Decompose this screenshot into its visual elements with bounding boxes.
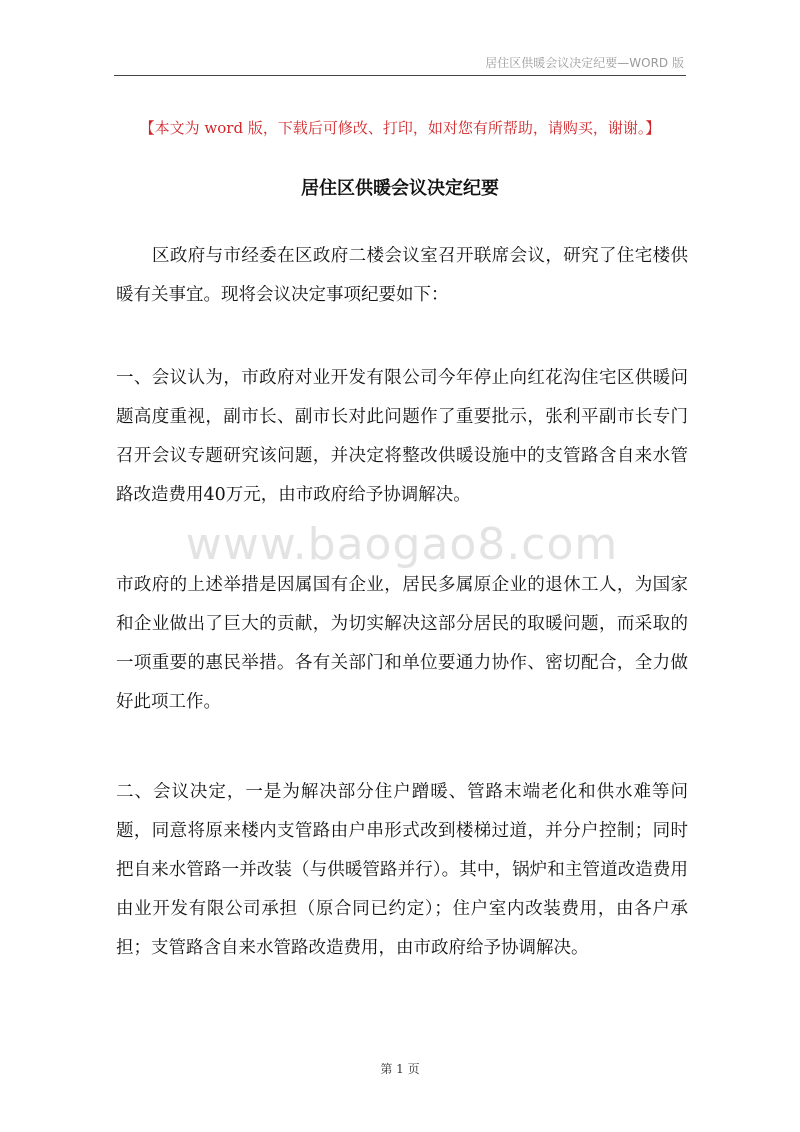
running-header: 居住区供暖会议决定纪要—WORD 版	[485, 56, 684, 70]
paragraph-item-one: 一、会议认为，市政府对业开发有限公司今年停止向红花沟住宅区供暖问题高度重视，副市长、副市长对此问题作了重要批示，张利平副市长专门召开会议专题研究该问题，并决定将整改供暖设施中的支管路含自来水管路改造费用40万元，由市政府给予协调解决。	[116, 368, 688, 505]
watermark: www.baogao8.com	[185, 519, 619, 570]
paragraph-measures: 市政府的上述举措是因属国有企业，居民多属原企业的退休工人，为国家和企业做出了巨大的贡献，为切实解决这部分居民的取暖问题，而采取的一项重要的惠民举措。各有关部门和单位要通力协作、密切配合，全力做好此项工作。	[116, 575, 688, 712]
document-title: 居住区供暖会议决定纪要	[301, 178, 499, 199]
paragraph-intro: 区政府与市经委在区政府二楼会议室召开联席会议，研究了住宅楼供暖有关事宜。现将会议决定事项纪要如下：	[116, 246, 688, 305]
header-divider	[114, 75, 686, 76]
page-number: 第 1 页	[380, 1062, 420, 1076]
purchase-notice: 【本文为 word 版，下载后可修改、打印，如对您有所帮助，请购买，谢谢。】	[139, 119, 661, 137]
paragraph-item-two: 二、会议决定，一是为解决部分住户蹭暖、管路末端老化和供水难等问题，同意将原来楼内支管路由户串形式改到楼梯过道，并分户控制；同时把自来水管路一并改装（与供暖管路并行）。其中，锅炉和主管道改造费用由业开发有限公司承担（原合同已约定）；住户室内改装费用，由各户承担；支管路含自来水管路改造费用，由市政府给予协调解决。	[116, 782, 688, 958]
